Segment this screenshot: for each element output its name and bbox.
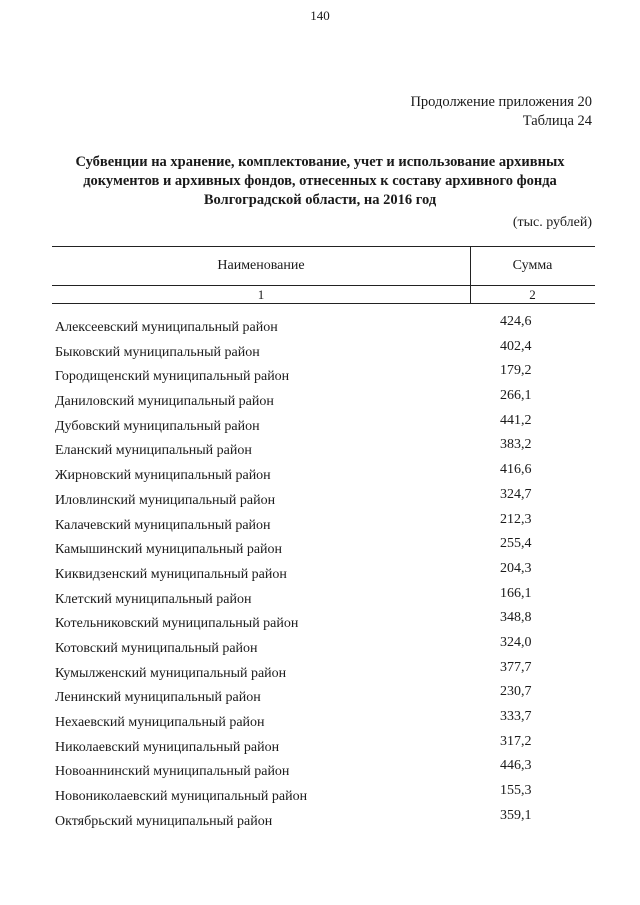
row-value: 266,1 <box>500 388 532 404</box>
table-row <box>0 363 640 392</box>
table-row <box>0 536 640 565</box>
document-title <box>40 153 600 210</box>
row-value: 416,6 <box>500 462 532 478</box>
title-line-1: Субвенции на хранение, комплектование, учет и использование архивных <box>75 154 565 170</box>
continuation-appendix: Продолжение приложения 20 <box>410 94 592 110</box>
row-name: Нехаевский муниципальный район <box>55 715 265 730</box>
header-name: Наименование <box>217 258 305 273</box>
row-value: 383,2 <box>500 437 532 453</box>
table-row <box>0 388 640 417</box>
row-value: 255,4 <box>500 536 532 552</box>
row-name: Котовский муниципальный район <box>55 640 258 656</box>
row-name: Быковский муниципальный район <box>55 344 260 360</box>
table-row <box>0 709 640 738</box>
table-row <box>0 462 640 491</box>
title-line-2: документов и архивных фондов, отнесенных к составу архивного фонда <box>83 173 557 189</box>
row-name: Котельниковский муниципальный район <box>55 616 299 632</box>
table-row <box>0 783 640 812</box>
row-value: 424,6 <box>500 314 532 329</box>
row-value: 446,3 <box>500 758 532 774</box>
row-name: Кумылженский муниципальный район <box>55 665 287 681</box>
row-value: 324,0 <box>500 634 532 650</box>
row-value: 402,4 <box>500 338 532 354</box>
table-row <box>0 610 640 639</box>
units-label: (тыс. рублей) <box>512 215 592 230</box>
row-value: 212,3 <box>500 511 532 527</box>
row-value: 441,2 <box>500 412 532 428</box>
table-row <box>0 634 640 664</box>
table-body <box>0 314 640 836</box>
row-value: 179,2 <box>500 363 532 379</box>
column-number-name: 1 <box>257 287 265 302</box>
row-name: Алексеевский муниципальный район <box>55 320 278 335</box>
table-row <box>0 511 640 541</box>
table-number-rule <box>52 303 595 304</box>
table-row <box>0 733 640 763</box>
row-value: 333,7 <box>500 709 532 724</box>
page-number: 140 <box>310 8 330 23</box>
table-row <box>0 659 640 689</box>
row-name: Иловлинский муниципальный район <box>55 492 276 508</box>
table-row <box>0 684 640 713</box>
row-value: 348,8 <box>500 610 532 626</box>
column-number-sum: 2 <box>529 287 536 302</box>
table-row <box>0 807 640 837</box>
row-name: Новониколаевский муниципальный район <box>55 789 308 805</box>
row-name: Ленинский муниципальный район <box>55 690 261 706</box>
title-line-3: Волгоградской области, на 2016 год <box>203 192 437 208</box>
row-name: Калачевский муниципальный район <box>55 517 271 533</box>
continuation-note <box>410 93 592 131</box>
row-name: Дубовский муниципальный район <box>55 418 260 434</box>
table-row <box>0 314 640 343</box>
row-name: Николаевский муниципальный район <box>55 739 280 755</box>
row-value: 377,7 <box>500 659 532 675</box>
continuation-table-number: Таблица 24 <box>522 113 592 129</box>
header-sum: Сумма <box>512 258 553 273</box>
table-row <box>0 560 640 590</box>
row-name: Новоаннинский муниципальный район <box>55 764 290 780</box>
table-row <box>0 338 640 368</box>
row-name: Городищенский муниципальный район <box>55 369 290 385</box>
row-value: 324,7 <box>500 486 532 502</box>
row-name: Еланский муниципальный район <box>55 443 252 459</box>
row-name: Клетский муниципальный район <box>55 591 252 607</box>
row-name: Киквидзенский муниципальный район <box>55 566 287 582</box>
row-name: Даниловский муниципальный район <box>55 394 274 410</box>
row-name: Камышинский муниципальный район <box>55 542 283 558</box>
row-value: 204,3 <box>500 560 532 576</box>
table-row <box>0 486 640 516</box>
table-row <box>0 412 640 442</box>
row-value: 317,2 <box>500 733 532 749</box>
table-top-rule <box>52 246 595 247</box>
row-value: 359,1 <box>500 807 532 823</box>
table-header-rule <box>52 285 595 286</box>
table-row <box>0 585 640 615</box>
table-row <box>0 758 640 787</box>
table-row <box>0 437 640 466</box>
row-value: 166,1 <box>500 585 532 601</box>
row-name: Октябрьский муниципальный район <box>55 813 273 829</box>
row-value: 230,7 <box>500 684 532 700</box>
row-value: 155,3 <box>500 783 532 799</box>
row-name: Жирновский муниципальный район <box>55 468 271 484</box>
